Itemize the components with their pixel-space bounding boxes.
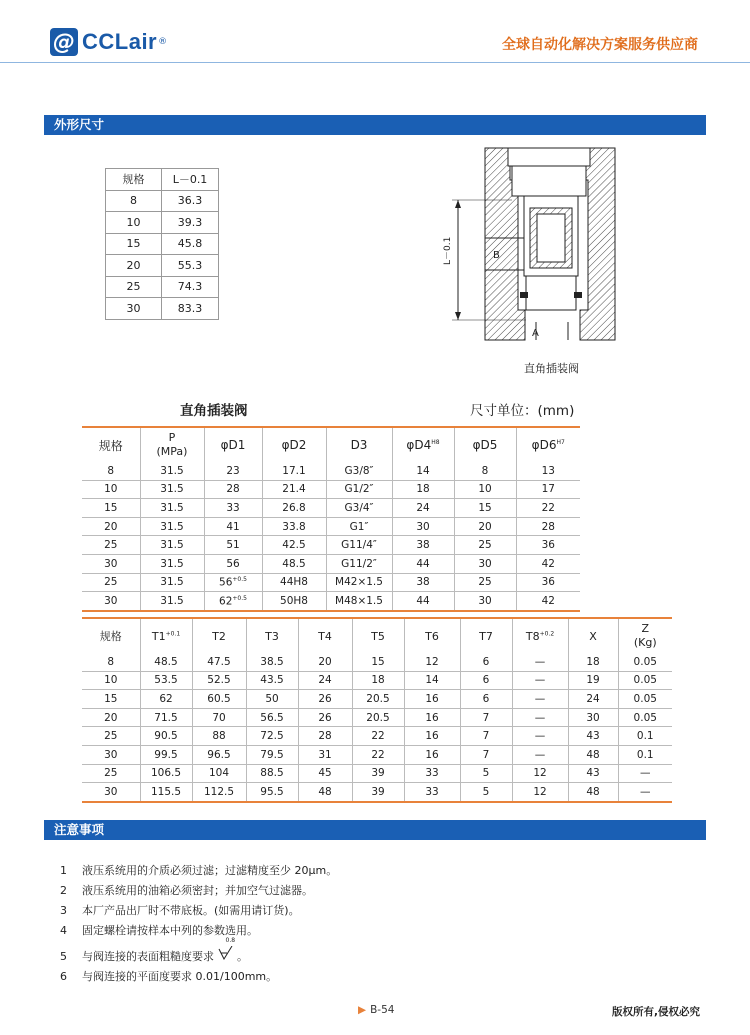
dimensions-table-2: [82, 617, 672, 803]
cell: 48.5: [140, 653, 192, 671]
cell: 31.5: [140, 573, 204, 592]
cell: 31.5: [140, 499, 204, 518]
cell: 10: [106, 212, 162, 234]
cell: 28: [516, 517, 580, 536]
cell: —: [512, 671, 568, 690]
tolerance: H8: [431, 439, 440, 446]
cell: 48: [298, 783, 352, 802]
cell: [204, 592, 262, 611]
cell: 5: [460, 764, 512, 783]
note-number: 5: [60, 950, 67, 963]
cell: 20.5: [352, 690, 404, 709]
cell: 15: [454, 499, 516, 518]
cell: 12: [404, 653, 460, 671]
cell: G1/2″: [326, 480, 392, 499]
note-tail: 。: [237, 950, 248, 963]
cell: 18: [352, 671, 404, 690]
cell: 38: [392, 573, 454, 592]
cell: 7: [460, 727, 512, 746]
cell: 48.5: [262, 554, 326, 573]
registered-mark: ®: [158, 37, 168, 47]
cell: 112.5: [192, 783, 246, 802]
cell: 39: [352, 783, 404, 802]
cell: 14: [404, 671, 460, 690]
note-item: [60, 902, 300, 918]
cell: 36: [516, 573, 580, 592]
page-number: [358, 1004, 394, 1016]
table2-body: [82, 653, 672, 802]
cell: 0.05: [618, 671, 672, 690]
cell: 5: [460, 783, 512, 802]
cell: [204, 573, 262, 592]
cell: 30: [82, 745, 140, 764]
header-cell-pressure: [140, 427, 204, 462]
cell: 74.3: [162, 276, 219, 298]
section-bar-notes: 注意事项: [44, 820, 706, 840]
header-text: φD6: [531, 438, 557, 452]
table-row: [82, 671, 672, 690]
table-row: [82, 727, 672, 746]
cell: 6: [460, 671, 512, 690]
table-row: [82, 480, 580, 499]
cell: 7: [460, 745, 512, 764]
cell: 50: [246, 690, 298, 709]
copyright-notice: 版权所有,侵权必究: [612, 1006, 700, 1018]
table-row: [82, 745, 672, 764]
cell: 17.1: [262, 462, 326, 480]
cell: 41: [204, 517, 262, 536]
roughness-symbol-icon: [218, 937, 236, 960]
table-row: [82, 536, 580, 555]
table1-title: 直角插装阀: [180, 403, 248, 419]
cell: —: [512, 745, 568, 764]
cell: 25: [82, 573, 140, 592]
cell: 44: [392, 554, 454, 573]
cell: G11/2″: [326, 554, 392, 573]
cell: 62: [140, 690, 192, 709]
table-row: [82, 764, 672, 783]
cell-value: 62: [219, 595, 233, 608]
cell: 79.5: [246, 745, 298, 764]
note-text: 与阀连接的表面粗糙度要求: [82, 950, 214, 963]
cell: 106.5: [140, 764, 192, 783]
cell: 31.5: [140, 592, 204, 611]
cell: 56: [204, 554, 262, 573]
cell: M48×1.5: [326, 592, 392, 611]
cell: —: [640, 785, 651, 798]
cell: 30: [82, 592, 140, 611]
size-table: [105, 168, 219, 320]
header-cell: φD5: [454, 427, 516, 462]
company-logo: [50, 28, 167, 56]
cell: 88: [192, 727, 246, 746]
cell: 24: [392, 499, 454, 518]
header-cell: X: [568, 618, 618, 653]
header-cell: φD1: [204, 427, 262, 462]
cell: 7: [460, 708, 512, 727]
cell: —: [512, 690, 568, 709]
header-text: T8: [525, 629, 540, 643]
table-row: [106, 255, 219, 277]
tolerance: +0.1: [165, 629, 181, 637]
cell-value: 56: [219, 576, 233, 589]
cell: 16: [404, 745, 460, 764]
header-cell: 规格: [82, 427, 140, 462]
note-item: [60, 937, 248, 964]
header-cell: T7: [460, 618, 512, 653]
cell: 12: [512, 764, 568, 783]
table-row: [82, 573, 580, 592]
cell: 56.5: [246, 708, 298, 727]
cell: 22: [352, 745, 404, 764]
cell: G11/4″: [326, 536, 392, 555]
cell: 15: [106, 233, 162, 255]
cell: 33.8: [262, 517, 326, 536]
cell: 42.5: [262, 536, 326, 555]
cell: 18: [568, 653, 618, 671]
table-row: [106, 298, 219, 320]
header-text: P: [168, 431, 176, 444]
table-row: [106, 190, 219, 212]
cell: 25: [82, 536, 140, 555]
cell: 24: [298, 671, 352, 690]
cell: 26.8: [262, 499, 326, 518]
cell: 60.5: [192, 690, 246, 709]
cell: 52.5: [192, 671, 246, 690]
header-cell-t1: [140, 618, 192, 653]
cell: 44H8: [262, 573, 326, 592]
cell: 96.5: [192, 745, 246, 764]
header-cell: T2: [192, 618, 246, 653]
cell: 31.5: [140, 517, 204, 536]
cell: 26: [298, 708, 352, 727]
cell: 19: [568, 671, 618, 690]
cell: 30: [82, 783, 140, 802]
note-number: 4: [60, 924, 67, 937]
header-cell: T4: [298, 618, 352, 653]
cell: M42×1.5: [326, 573, 392, 592]
table-row: [82, 462, 580, 480]
table-row: [106, 276, 219, 298]
cell: 95.5: [246, 783, 298, 802]
cell: 24: [568, 690, 618, 709]
note-text: 液压系统用的油箱必须密封；并加空气过滤器。: [82, 884, 313, 897]
cell: 55.3: [162, 255, 219, 277]
brand-name: CCLair: [82, 29, 158, 54]
cell: 15: [352, 653, 404, 671]
cell: 14: [392, 462, 454, 480]
cell: 25: [106, 276, 162, 298]
cell: —: [512, 708, 568, 727]
table-row: [82, 499, 580, 518]
cell: 10: [82, 671, 140, 690]
cell: 0.05: [618, 708, 672, 727]
note-item: [60, 968, 277, 984]
cell: 43.5: [246, 671, 298, 690]
cell: 12: [512, 783, 568, 802]
table-row: [82, 690, 672, 709]
cell: 42: [516, 554, 580, 573]
cell: 31.5: [140, 554, 204, 573]
cell: 0.05: [618, 690, 672, 709]
header-text: T1: [151, 629, 166, 643]
port-B-label: B: [493, 250, 500, 261]
note-number: 1: [60, 864, 67, 877]
header-cell-t8: [512, 618, 568, 653]
cell: 70: [192, 708, 246, 727]
header-divider: [0, 62, 750, 63]
cell: 45: [298, 764, 352, 783]
slogan: 全球自动化解决方案服务供应商: [502, 37, 698, 53]
cell: 104: [192, 764, 246, 783]
note-text: 液压系统用的介质必须过滤；过滤精度至少 20μm。: [82, 864, 338, 877]
cell: 25: [82, 764, 140, 783]
cell: 28: [298, 727, 352, 746]
cell: 26: [298, 690, 352, 709]
cell: 8: [82, 462, 140, 480]
cell: G1″: [326, 517, 392, 536]
cell: G3/4″: [326, 499, 392, 518]
header-cell: φD2: [262, 427, 326, 462]
header-cell: T3: [246, 618, 298, 653]
cell: 36.3: [162, 190, 219, 212]
cell: 22: [352, 727, 404, 746]
roughness-value: 0.8: [225, 937, 236, 944]
cell: 0.1: [618, 727, 672, 746]
cell: 30: [454, 592, 516, 611]
table-row: [82, 554, 580, 573]
cell: 31: [298, 745, 352, 764]
cell: 39.3: [162, 212, 219, 234]
table-header-row: [106, 169, 219, 191]
header-unit: (MPa): [156, 445, 188, 458]
table-row: [82, 783, 672, 802]
note-item: [60, 922, 258, 938]
cell: 13: [516, 462, 580, 480]
tolerance: +0.5: [232, 576, 247, 584]
header-cell: L－0.1: [162, 169, 219, 191]
cell: 38.5: [246, 653, 298, 671]
cell: —: [618, 764, 672, 783]
cell: 88.5: [246, 764, 298, 783]
cell: 51: [204, 536, 262, 555]
cell: 25: [454, 536, 516, 555]
cell: 30: [82, 554, 140, 573]
header-text: Z: [641, 622, 650, 635]
port-A-label: A: [532, 328, 539, 339]
cell: 43: [568, 727, 618, 746]
cell: 20: [106, 255, 162, 277]
cell: 33: [204, 499, 262, 518]
cell: 99.5: [140, 745, 192, 764]
cell: G3/8″: [326, 462, 392, 480]
table-row: [82, 653, 672, 671]
cell: 20: [298, 653, 352, 671]
cell: 0.05: [618, 653, 672, 671]
header-cell: 规格: [106, 169, 162, 191]
cell: 20: [82, 517, 140, 536]
tolerance: H7: [556, 439, 565, 446]
cell: 42: [541, 594, 555, 607]
cell: 36: [516, 536, 580, 555]
cell: 28: [204, 480, 262, 499]
cell: 10: [82, 480, 140, 499]
cell: 6: [460, 653, 512, 671]
cell: 20.5: [352, 708, 404, 727]
cell: 0.1: [618, 745, 672, 764]
cell: 30: [568, 708, 618, 727]
tolerance: +0.5: [232, 594, 247, 602]
tolerance: +0.2: [539, 629, 555, 637]
cell: 16: [404, 727, 460, 746]
cell: 47.5: [192, 653, 246, 671]
table-row: [106, 233, 219, 255]
dimensions-table-1: [82, 426, 580, 612]
note-text: 本厂产品出厂时不带底板。(如需用请订货)。: [82, 904, 300, 917]
drawing-caption: 直角插装阀: [524, 362, 579, 375]
cell: 50H8: [262, 592, 326, 611]
cell: 8: [106, 190, 162, 212]
cell: 10: [454, 480, 516, 499]
header-cell: T5: [352, 618, 404, 653]
note-text: 与阀连接的平面度要求 0.01/100mm。: [82, 970, 278, 983]
note-item: [60, 882, 313, 898]
note-item: [60, 862, 337, 878]
cell: 31.5: [140, 536, 204, 555]
table-row: [106, 212, 219, 234]
cell: 16: [404, 708, 460, 727]
cell: 18: [392, 480, 454, 499]
cell: 20: [454, 517, 516, 536]
dim-L-label: L－0.1: [443, 236, 453, 265]
header-cell: D3: [326, 427, 392, 462]
triangle-icon: ▶: [358, 1004, 367, 1016]
cell: 38: [392, 536, 454, 555]
valve-section-drawing: [440, 140, 640, 380]
table-row: [82, 517, 580, 536]
cell: 39: [352, 764, 404, 783]
logo-mark-icon: @: [50, 28, 78, 56]
cell: 83.3: [162, 298, 219, 320]
cell: 6: [460, 690, 512, 709]
cell: 15: [82, 690, 140, 709]
cell: 8: [82, 653, 140, 671]
cell: 33: [404, 764, 460, 783]
table-header-row: [82, 618, 672, 653]
cell: 48: [568, 783, 618, 802]
section-bar-dimensions: 外形尺寸: [44, 115, 706, 135]
note-number: 6: [60, 970, 67, 983]
cell: 21.4: [262, 480, 326, 499]
cell: —: [512, 727, 568, 746]
cell: 45.8: [162, 233, 219, 255]
cell: 25: [82, 727, 140, 746]
cell: 30: [454, 554, 516, 573]
header-cell: T6: [404, 618, 460, 653]
cell: 43: [568, 764, 618, 783]
cell: —: [512, 653, 568, 671]
header-cell: 规格: [82, 618, 140, 653]
table-header-row: [82, 427, 580, 462]
cell: 90.5: [140, 727, 192, 746]
cell: 22: [516, 499, 580, 518]
cell: 71.5: [140, 708, 192, 727]
note-text: 固定螺栓请按样本中列的参数选用。: [82, 924, 258, 937]
cell: 44: [392, 592, 454, 611]
cell: 16: [404, 690, 460, 709]
cell: 31.5: [140, 462, 204, 480]
table1-unit: 尺寸单位：(mm): [470, 403, 575, 419]
header-cell-d6: [516, 427, 580, 462]
header-text: φD4: [406, 438, 432, 452]
note-number: 2: [60, 884, 67, 897]
cell: 48: [568, 745, 618, 764]
cell: 31.5: [140, 480, 204, 499]
cell: 30: [392, 517, 454, 536]
cell: 8: [454, 462, 516, 480]
header-unit: (Kg): [633, 636, 657, 649]
cell: 25: [454, 573, 516, 592]
header-cell-d4: [392, 427, 454, 462]
cell: 115.5: [140, 783, 192, 802]
cell: 53.5: [140, 671, 192, 690]
cell: 23: [204, 462, 262, 480]
cell: 20: [82, 708, 140, 727]
cell: 72.5: [246, 727, 298, 746]
table1-body: [82, 462, 580, 611]
table-row: [82, 592, 580, 611]
cell: 15: [82, 499, 140, 518]
cell: 30: [106, 298, 162, 320]
header-cell-weight: [618, 618, 672, 653]
note-number: 3: [60, 904, 67, 917]
table-row: [82, 708, 672, 727]
cell: 17: [516, 480, 580, 499]
page-number-text: B-54: [370, 1004, 395, 1016]
cell: 33: [404, 783, 460, 802]
